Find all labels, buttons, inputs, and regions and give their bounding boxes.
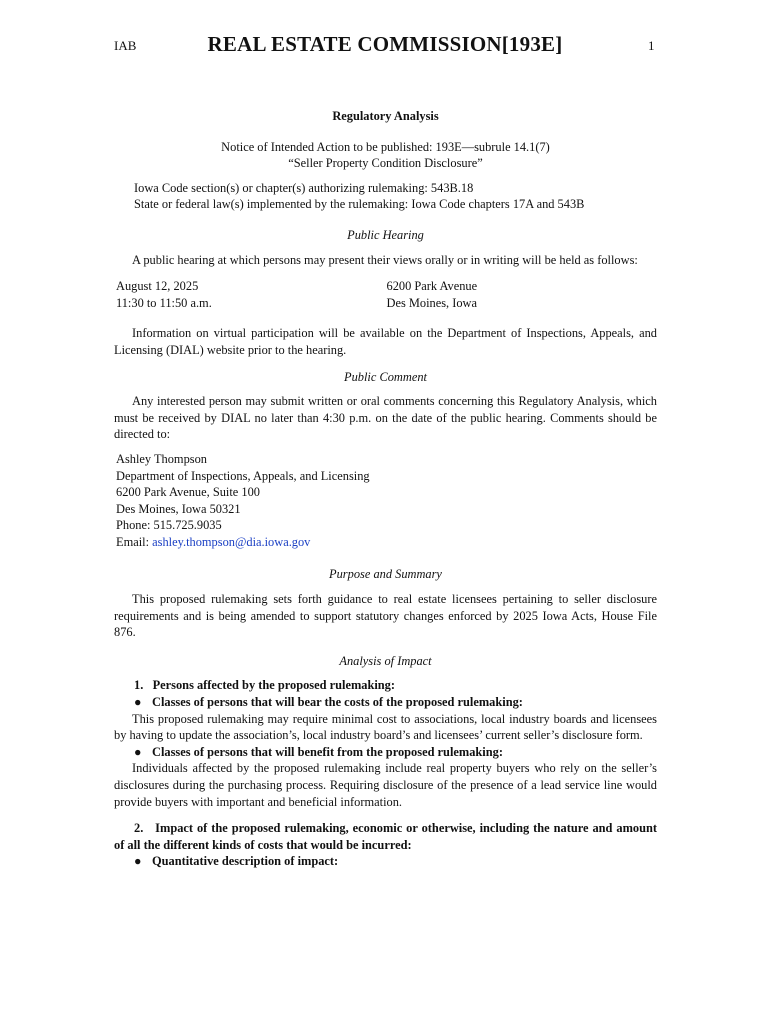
hearing-details <box>114 278 657 311</box>
impact-item-2 <box>114 820 657 853</box>
email-label: Email: <box>116 534 153 549</box>
virtual-participation: Information on virtual participation will be available on the Department of Inspections, Appeals, and Licensing (DIAL) website prior to the hearing. <box>114 326 657 357</box>
hearing-address-2: Des Moines, Iowa <box>386 295 478 310</box>
notice-line-1: Notice of Intended Action to be published: 193E—subrule 14.1(7) <box>221 139 550 154</box>
bullet-icon: ● <box>134 744 142 759</box>
contact-name: Ashley Thompson <box>116 451 207 466</box>
impact-bullet-1 <box>114 694 657 711</box>
bullet-icon: ● <box>134 695 142 710</box>
laws-line: State or federal law(s) implemented by the rulemaking: Iowa Code chapters 17A and 543B <box>134 197 585 212</box>
document-body <box>114 108 657 870</box>
hearing-address-1: 6200 Park Avenue <box>386 279 478 294</box>
contact-block <box>114 451 657 551</box>
hearing-time: 11:30 to 11:50 a.m. <box>116 295 212 310</box>
bullet-text: Quantitative description of impact: <box>152 854 339 869</box>
header-left: IAB <box>114 38 137 53</box>
impact-title: Analysis of Impact <box>339 653 432 668</box>
item-number: 2. <box>134 821 144 836</box>
public-hearing-title: Public Hearing <box>347 227 424 242</box>
public-comment-intro: Any interested person may submit written or oral comments concerning this Regulatory Analysis, which must be received by DIAL no later than 4:30 p.m. on the date of the public hearing. Comments should be directed to: <box>114 394 657 442</box>
item-number: 1. <box>134 678 144 693</box>
contact-dept: Department of Inspections, Appeals, and Licensing <box>116 468 370 483</box>
notice-line-2: “Seller Property Condition Disclosure” <box>288 156 483 171</box>
impact-bullet-3 <box>114 853 657 870</box>
contact-phone: Phone: 515.725.9035 <box>116 518 222 533</box>
page-number: 1 <box>648 38 655 53</box>
section-heading: Regulatory Analysis <box>332 109 439 123</box>
impact-bullet-2 <box>114 744 657 761</box>
contact-street: 6200 Park Avenue, Suite 100 <box>116 485 260 500</box>
email-link[interactable]: ashley.thompson@dia.iowa.gov <box>152 534 311 549</box>
impact-item-1 <box>114 677 657 694</box>
purpose-title: Purpose and Summary <box>329 567 442 582</box>
purpose-text: This proposed rulemaking sets forth guidance to real estate licensees pertaining to seller disclosure requirements and is being amended to support statutory changes enforced by 2025 Iowa Acts, House File 876. <box>114 592 657 640</box>
bullet-icon: ● <box>134 854 142 869</box>
authority-line: Iowa Code section(s) or chapter(s) authorizing rulemaking: 543B.18 <box>134 180 474 195</box>
public-comment-title: Public Comment <box>344 369 427 384</box>
item-text: Impact of the proposed rulemaking, economic or otherwise, including the nature and amount of all the different kinds of costs that would be incurred: <box>114 821 657 852</box>
contact-email-row <box>116 534 657 551</box>
bullet-text: Classes of persons that will benefit from the proposed rulemaking: <box>152 744 503 759</box>
impact-bullet-1-text: This proposed rulemaking may require minimal cost to associations, local industry boards and licensees by having to update the association’s, local industry board’s and licensees’ current seller’s disclosure form. <box>114 711 657 743</box>
item-text: Persons affected by the proposed rulemaking: <box>152 678 396 693</box>
contact-city: Des Moines, Iowa 50321 <box>116 501 241 516</box>
page-title: REAL ESTATE COMMISSION[193E] <box>207 32 563 56</box>
bullet-text: Classes of persons that will bear the costs of the proposed rulemaking: <box>152 695 523 710</box>
hearing-date: August 12, 2025 <box>116 279 199 294</box>
impact-bullet-2-text: Individuals affected by the proposed rulemaking include real property buyers who rely on the seller’s disclosures during the purchasing process. Requiring disclosure of the presence of a lead service line would provide buyers with important and beneficial information. <box>114 761 657 809</box>
public-hearing-intro: A public hearing at which persons may present their views orally or in writing will be held as follows: <box>132 252 638 267</box>
